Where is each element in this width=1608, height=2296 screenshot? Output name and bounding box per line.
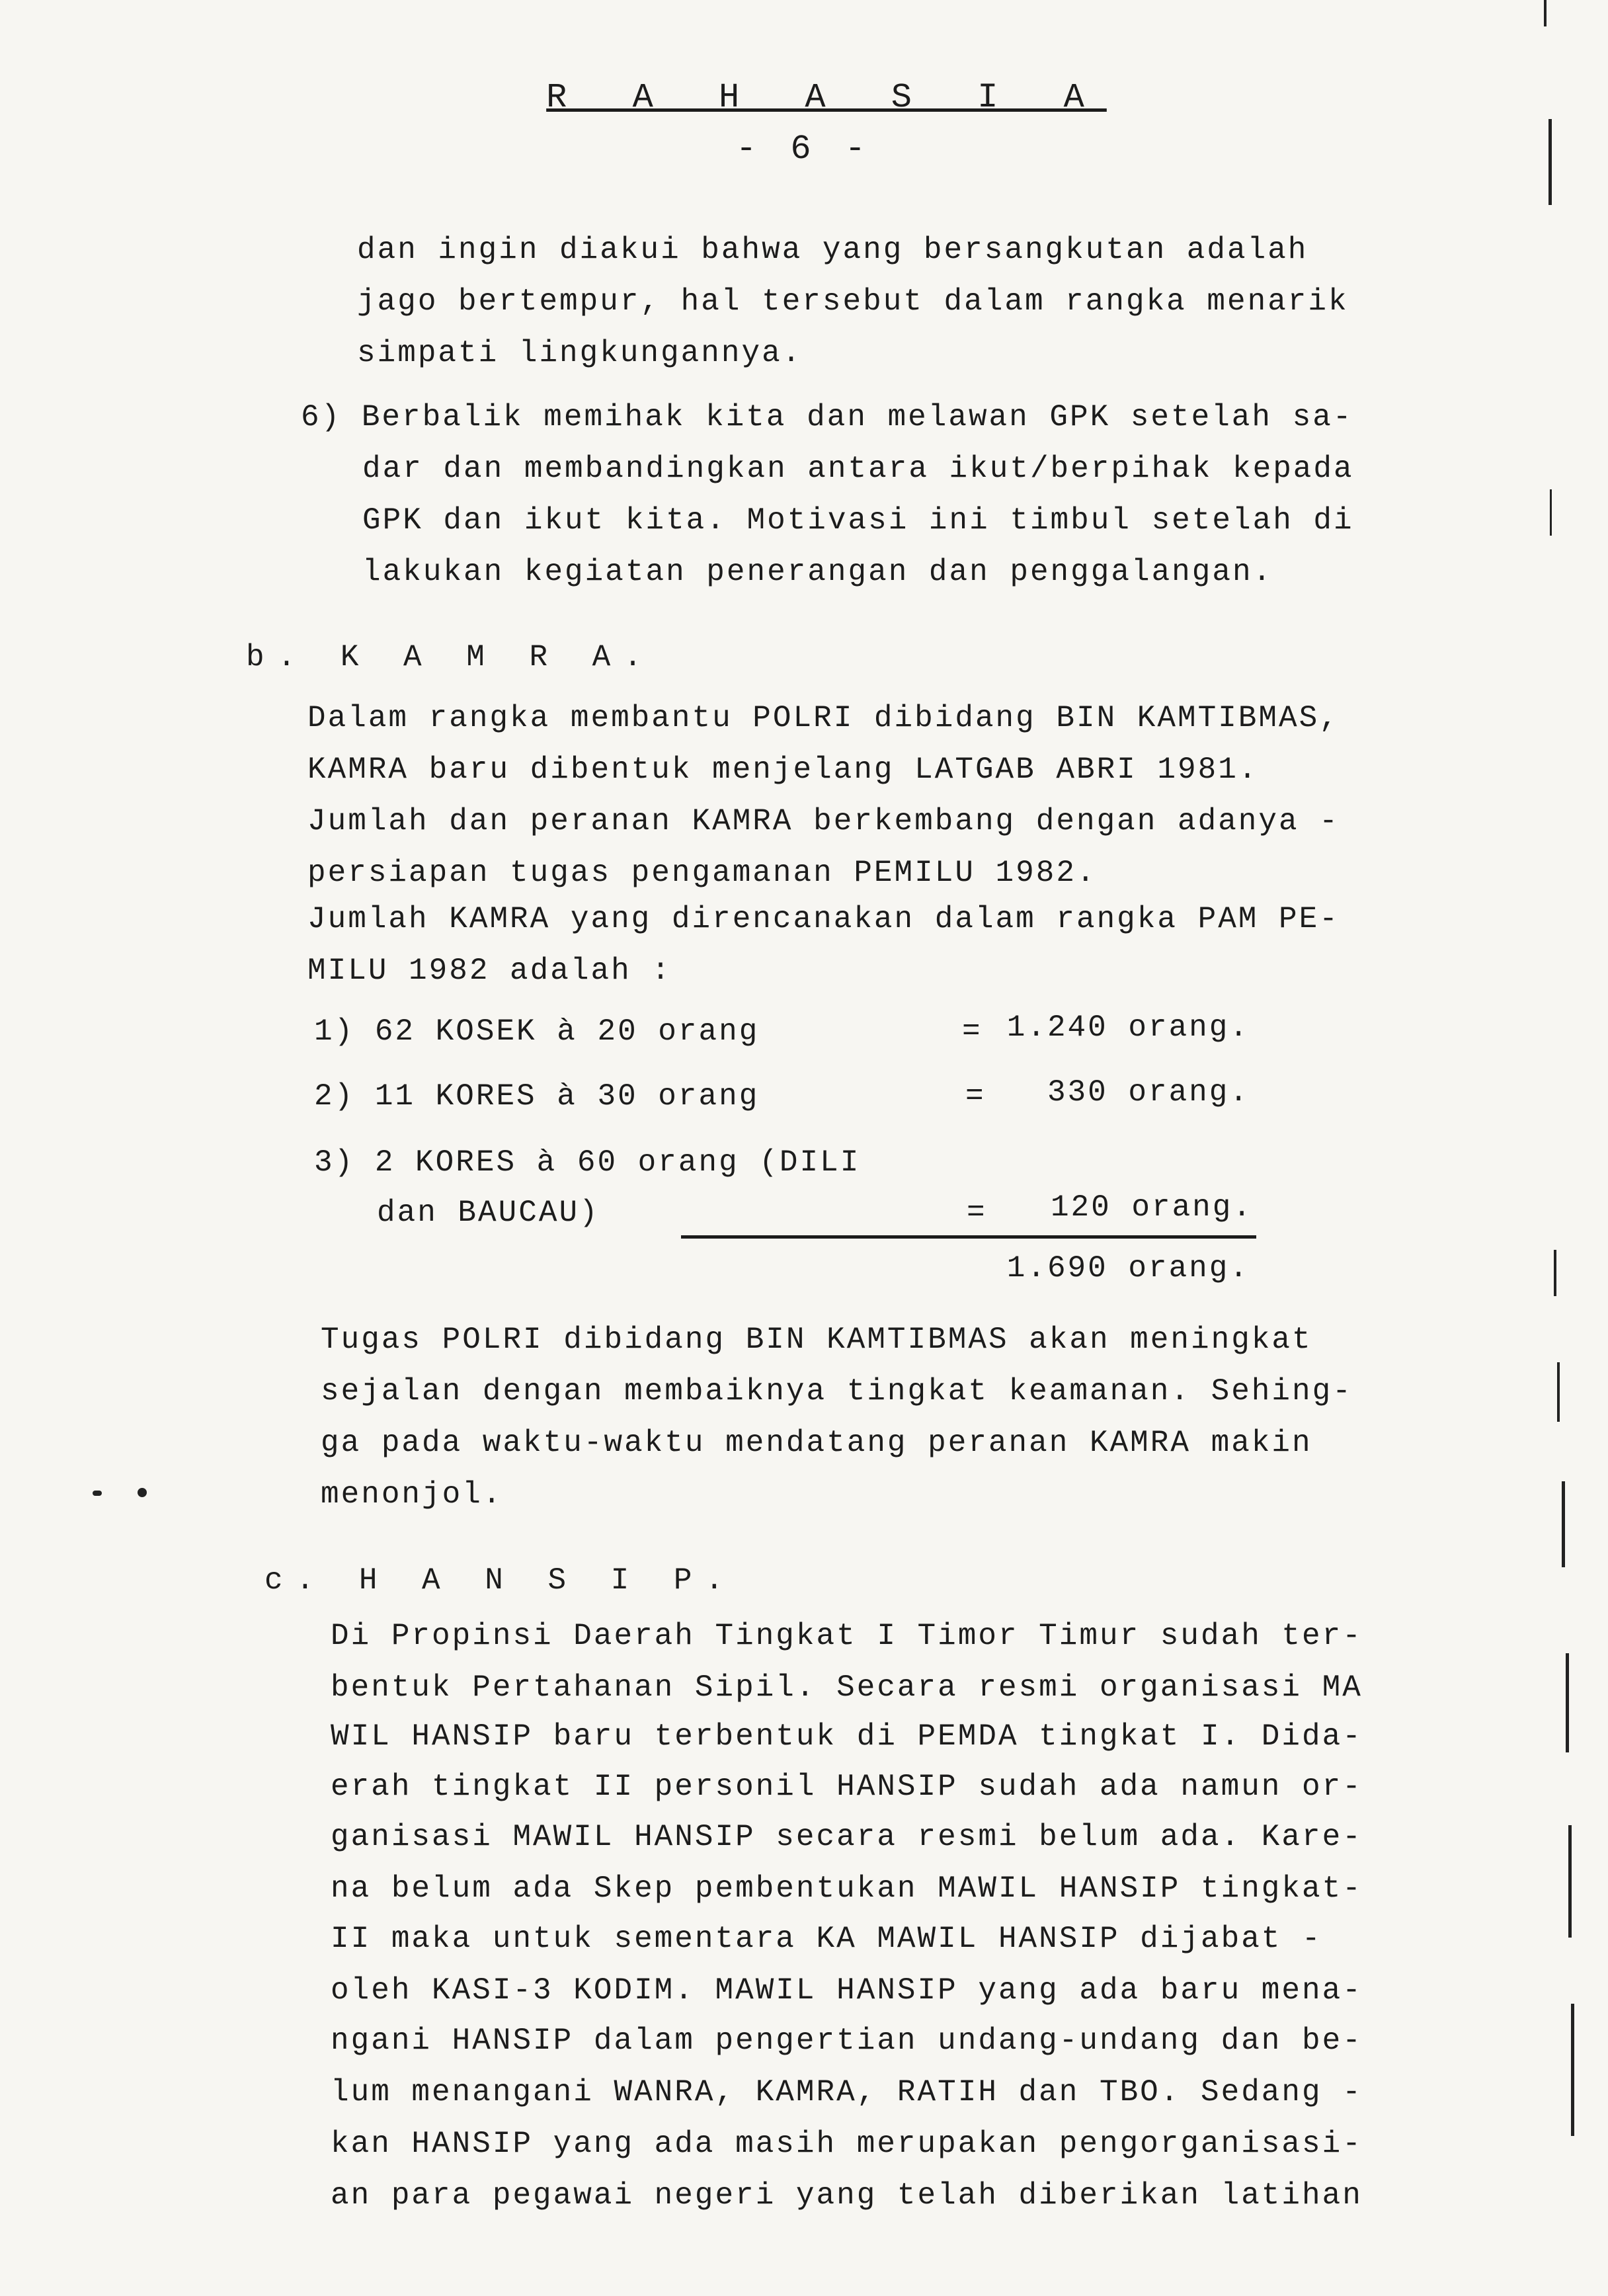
section-c-line: oleh KASI-3 KODIM. MAWIL HANSIP yang ada baru mena- xyxy=(331,1973,1363,2008)
section-b-closing-line: ga pada waktu-waktu mendatang peranan KAMRA makin xyxy=(321,1426,1312,1460)
section-c-line: lum menangani WANRA, KAMRA, RATIH dan TBO. Sedang - xyxy=(331,2075,1363,2110)
table-row-label: 2) 11 KORES à 30 orang xyxy=(314,1079,760,1114)
section-b-closing-line: sejalan dengan membaiknya tingkat keamanan. Sehing- xyxy=(321,1374,1353,1409)
scan-edge-mark xyxy=(1562,1481,1565,1567)
scan-speck xyxy=(138,1488,147,1497)
section-c-line: kan HANSIP yang ada masih merupakan pengorganisasi- xyxy=(331,2127,1363,2161)
section-b-line: Jumlah KAMRA yang direncanakan dalam rangka PAM PE- xyxy=(307,902,1340,936)
section-c-line: WIL HANSIP baru terbentuk di PEMDA tingkat I. Dida- xyxy=(331,1719,1363,1754)
scan-edge-mark xyxy=(1557,1362,1560,1422)
section-heading-hansip: c. H A N S I P. xyxy=(264,1563,737,1598)
section-c-line: ganisasi MAWIL HANSIP secara resmi belum ada. Kare- xyxy=(331,1820,1363,1854)
item6-line: GPK dan ikut kita. Motivasi ini timbul setelah di xyxy=(362,503,1354,538)
section-b-line: persiapan tugas pengamanan PEMILU 1982. xyxy=(307,856,1097,890)
table-row-label: 3) 2 KORES à 60 orang (DILI xyxy=(314,1145,861,1180)
scan-edge-mark xyxy=(1566,1653,1569,1752)
section-b-line: Jumlah dan peranan KAMRA berkembang dengan adanya - xyxy=(307,804,1340,839)
item6-line: dar dan membandingkan antara ikut/berpihak kepada xyxy=(362,452,1354,486)
section-b-closing-line: Tugas POLRI dibidang BIN KAMTIBMAS akan meningkat xyxy=(321,1323,1312,1357)
intro-line: simpati lingkungannya. xyxy=(357,336,803,370)
classification-header: R A H A S I A xyxy=(546,78,1107,117)
scan-edge-mark xyxy=(1571,2004,1574,2136)
table-row-equals: = xyxy=(965,1079,984,1114)
section-c-line: na belum ada Skep pembentukan MAWIL HANSIP tingkat- xyxy=(331,1871,1363,1906)
section-heading-kamra: b. K A M R A. xyxy=(246,640,655,675)
section-b-line: KAMRA baru dibentuk menjelang LATGAB ABRI 1981. xyxy=(307,753,1259,787)
table-row-equals: = xyxy=(962,1014,981,1049)
scan-speck xyxy=(93,1491,102,1496)
scan-edge-mark xyxy=(1568,1825,1572,1938)
page-number: - 6 - xyxy=(735,130,873,169)
item6-line: lakukan kegiatan penerangan dan penggalangan. xyxy=(362,555,1273,589)
table-row-value: 330 orang. xyxy=(1047,1075,1250,1110)
section-c-line: bentuk Pertahanan Sipil. Secara resmi organisasi MA xyxy=(331,1670,1363,1705)
intro-line: dan ingin diakui bahwa yang bersangkutan adalah xyxy=(357,233,1308,267)
table-row-equals: = xyxy=(967,1196,985,1230)
section-c-line: Di Propinsi Daerah Tingkat I Timor Timur sudah ter- xyxy=(331,1619,1363,1653)
section-c-line: an para pegawai negeri yang telah diberikan latihan xyxy=(331,2178,1363,2213)
table-total: 1.690 orang. xyxy=(1006,1251,1250,1286)
section-c-line: ngani HANSIP dalam pengertian undang-undang dan be- xyxy=(331,2024,1363,2058)
section-c-line: erah tingkat II personil HANSIP sudah ada namun or- xyxy=(331,1770,1363,1804)
section-c-line: II maka untuk sementara KA MAWIL HANSIP dijabat - xyxy=(331,1922,1322,1956)
scan-edge-mark xyxy=(1550,489,1552,536)
table-row-value: 1.240 orang. xyxy=(1006,1010,1250,1045)
scan-edge-mark xyxy=(1554,1250,1556,1296)
table-row-label: 1) 62 KOSEK à 20 orang xyxy=(314,1014,760,1049)
item6-line: 6) Berbalik memihak kita dan melawan GPK setelah sa- xyxy=(301,400,1353,434)
section-b-closing-line: menonjol. xyxy=(321,1477,503,1512)
section-b-line: MILU 1982 adalah : xyxy=(307,954,672,988)
intro-line: jago bertempur, hal tersebut dalam rangka menarik xyxy=(357,284,1349,319)
scan-edge-mark xyxy=(1544,0,1547,26)
table-row-label-continued: dan BAUCAU) xyxy=(377,1196,600,1230)
table-row-value: 120 orang. xyxy=(1050,1190,1253,1225)
section-b-line: Dalam rangka membantu POLRI dibidang BIN KAMTIBMAS, xyxy=(307,701,1340,735)
scan-edge-mark xyxy=(1548,119,1552,205)
sum-rule xyxy=(681,1235,1256,1239)
